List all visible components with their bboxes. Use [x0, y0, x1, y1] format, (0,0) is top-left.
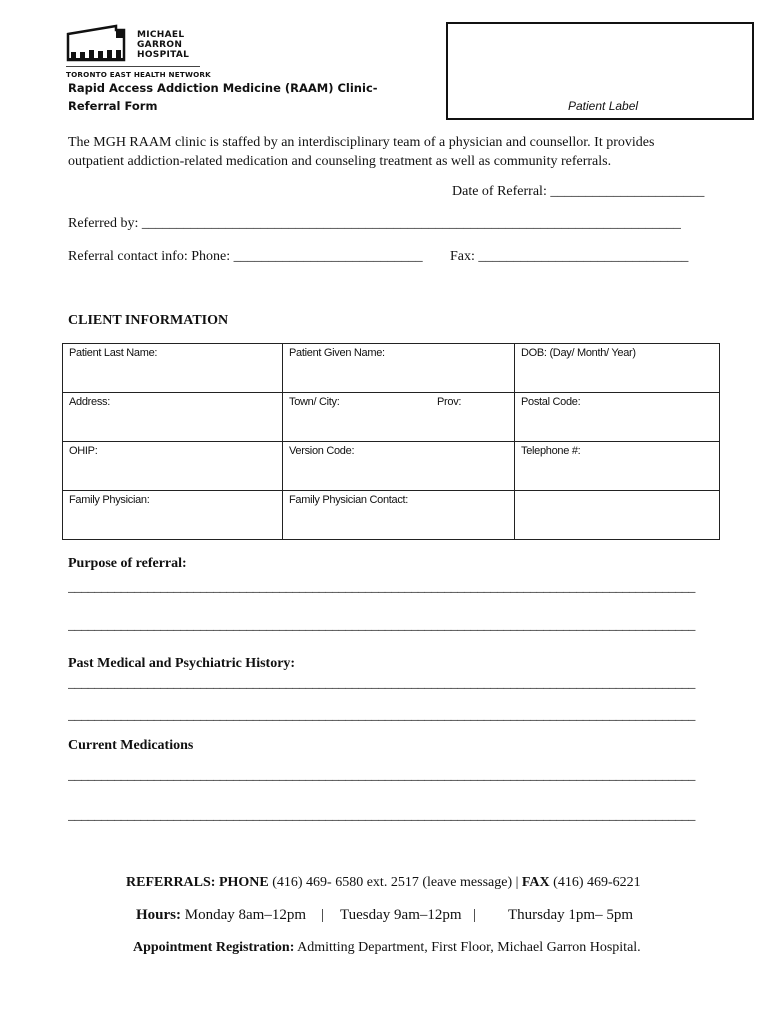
- cell-label: Telephone #:: [521, 445, 581, 457]
- logo-divider: [66, 66, 200, 67]
- logo-text-line2: GARRON: [137, 40, 183, 50]
- family-physician-contact-cell[interactable]: [283, 491, 515, 540]
- version-code-cell[interactable]: [283, 442, 515, 491]
- logo-text-line1: MICHAEL: [137, 30, 185, 40]
- network-name: TORONTO EAST HEALTH NETWORK: [66, 70, 211, 79]
- cell-label: OHIP:: [69, 445, 98, 457]
- form-title: [68, 79, 378, 115]
- medications-heading: Current Medications: [68, 738, 194, 753]
- history-heading: Past Medical and Psychiatric History:: [68, 656, 296, 671]
- referred-by-field[interactable]: Referred by: _____________________________________________________________________________: [68, 216, 681, 231]
- medications-line-2[interactable]: _______________________________________________________________________________________________: [68, 808, 696, 823]
- history-line-1[interactable]: _______________________________________________________________________________________________: [68, 676, 696, 691]
- cell-label: Patient Last Name:: [69, 347, 158, 359]
- prov-label: Prov:: [437, 396, 462, 408]
- referrals-fax-label: FAX: [521, 875, 550, 890]
- cell-label: Postal Code:: [521, 396, 581, 408]
- referrals-contact-line: [126, 875, 641, 891]
- cell-label: Address:: [69, 396, 111, 408]
- table-row: [63, 442, 720, 491]
- family-physician-cell[interactable]: [63, 491, 283, 540]
- patient-label-box[interactable]: [446, 22, 754, 120]
- hospital-logo: [66, 24, 211, 80]
- referral-phone-field[interactable]: Referral contact info: Phone: ___________________________: [68, 249, 423, 264]
- postal-code-cell[interactable]: [515, 393, 720, 442]
- referrals-phone-number: (416) 469- 6580 ext. 2517 (leave message) |: [268, 875, 519, 890]
- hours-separator: |: [473, 907, 477, 923]
- referrals-phone-label: REFERRALS: PHONE: [126, 875, 269, 890]
- purpose-heading: Purpose of referral:: [68, 556, 187, 571]
- referrals-fax-number: (416) 469-6221: [549, 875, 641, 890]
- cell-label: Town/ City:: [289, 396, 340, 408]
- cell-label: Family Physician:: [69, 494, 150, 506]
- town-city-cell[interactable]: [283, 393, 515, 442]
- form-title-line1: Rapid Access Addiction Medicine (RAAM) Clinic-: [68, 81, 378, 95]
- appointment-location: Admitting Department, First Floor, Michael Garron Hospital.: [294, 940, 641, 955]
- table-row: [63, 491, 720, 540]
- hospital-building-icon: [66, 24, 130, 64]
- patient-label-text: Patient Label: [568, 99, 639, 113]
- hours-line: [136, 907, 306, 924]
- hours-label: Hours:: [136, 907, 181, 923]
- purpose-line-2[interactable]: _______________________________________________________________________________________________: [68, 618, 696, 633]
- table-row: [63, 393, 720, 442]
- hours-monday: Monday 8am–12pm: [181, 907, 306, 923]
- hours-tuesday: Tuesday 9am–12pm: [340, 907, 462, 923]
- telephone-cell[interactable]: [515, 442, 720, 491]
- ohip-cell[interactable]: [63, 442, 283, 491]
- cell-label: DOB: (Day/ Month/ Year): [521, 347, 636, 359]
- hours-thursday: Thursday 1pm– 5pm: [508, 907, 633, 923]
- referral-fax-field[interactable]: Fax: ______________________________: [450, 249, 689, 264]
- client-information-heading: CLIENT INFORMATION: [68, 313, 229, 328]
- purpose-line-1[interactable]: _______________________________________________________________________________________________: [68, 580, 696, 595]
- cell-label: Patient Given Name:: [289, 347, 385, 359]
- history-line-2[interactable]: _______________________________________________________________________________________________: [68, 708, 696, 723]
- address-cell[interactable]: [63, 393, 283, 442]
- cell-label: Family Physician Contact:: [289, 494, 409, 506]
- appointment-registration-line: [133, 940, 641, 956]
- intro-paragraph: [68, 133, 708, 171]
- appointment-label: Appointment Registration:: [133, 940, 295, 955]
- date-of-referral-field[interactable]: Date of Referral: ______________________: [452, 184, 705, 199]
- empty-cell[interactable]: [515, 491, 720, 540]
- medications-line-1[interactable]: _______________________________________________________________________________________________: [68, 768, 696, 783]
- client-information-table: [62, 343, 720, 540]
- table-row: [63, 344, 720, 393]
- intro-line2: outpatient addiction-related medication and counseling treatment as well as community referrals.: [68, 154, 612, 169]
- cell-label: Version Code:: [289, 445, 355, 457]
- dob-cell[interactable]: [515, 344, 720, 393]
- logo-text-line3: HOSPITAL: [137, 50, 190, 60]
- patient-given-name-cell[interactable]: [283, 344, 515, 393]
- form-title-line2: Referral Form: [68, 99, 158, 113]
- patient-last-name-cell[interactable]: [63, 344, 283, 393]
- hours-separator: |: [321, 907, 325, 923]
- intro-line1: The MGH RAAM clinic is staffed by an interdisciplinary team of a physician and counsellor. It provides: [68, 135, 655, 150]
